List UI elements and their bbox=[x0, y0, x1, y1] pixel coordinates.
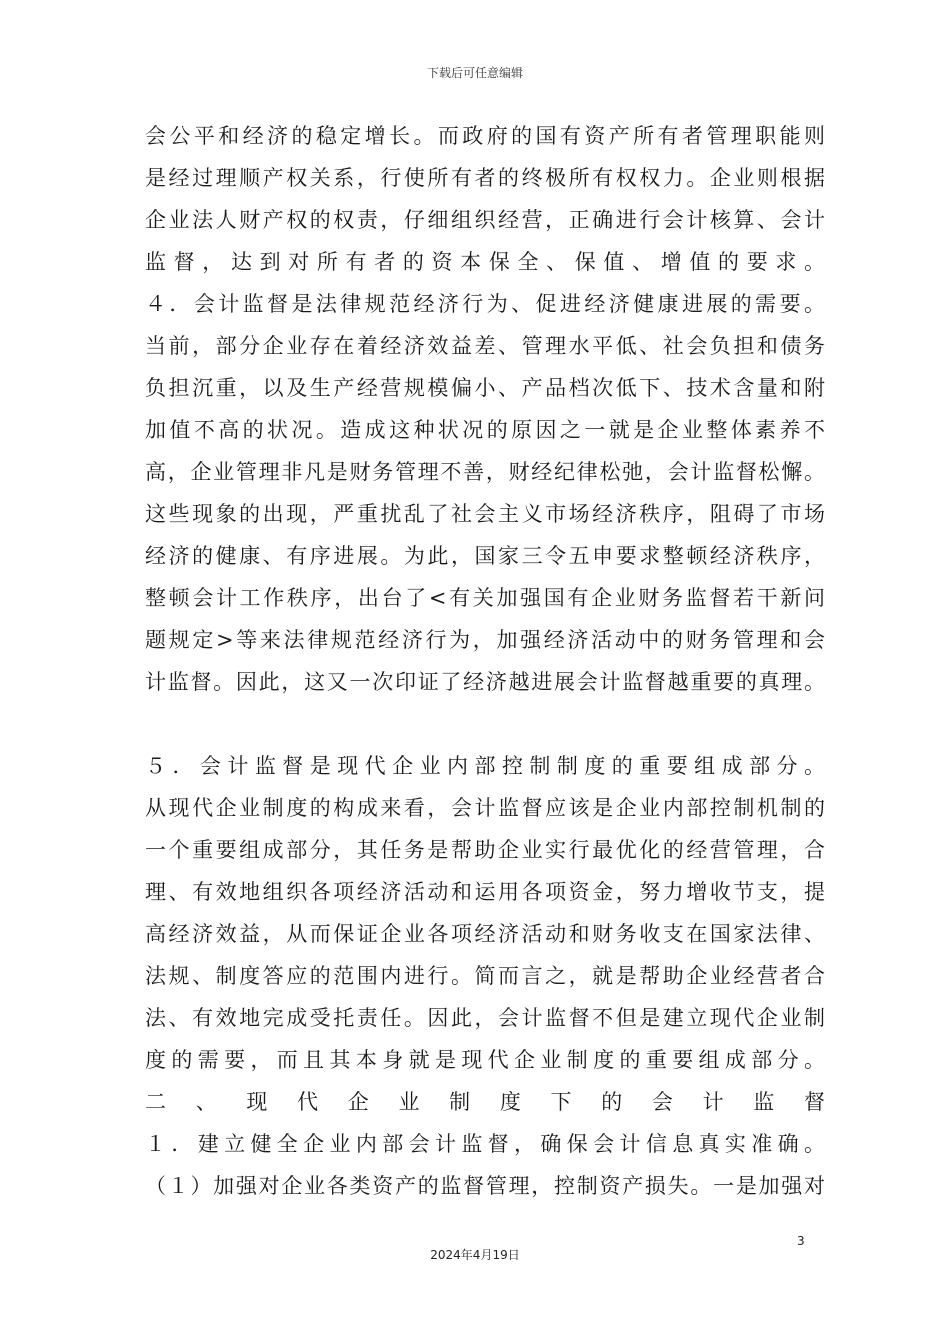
page-number: 3 bbox=[797, 1234, 805, 1248]
text-line: 题规定>等来法律规范经济行为，加强经济活动中的财务管理和会 bbox=[145, 628, 825, 652]
text-line: 经济的健康、有序进展。为此，国家三令五申要求整顿经济秩序， bbox=[145, 544, 825, 568]
text-line: 一个重要组成部分，其任务是帮助企业实行最优化的经营管理，合 bbox=[145, 838, 825, 862]
text-line: 从现代企业制度的构成来看，会计监督应该是企业内部控制机制的 bbox=[145, 796, 825, 820]
text-line: （１）加强对企业各类资产的监督管理，控制资产损失。一是加强对 bbox=[145, 1174, 825, 1198]
text-line: 加值不高的状况。造成这种状况的原因之一就是企业整体素养不 bbox=[145, 418, 825, 442]
text-line: 计监督。因此，这又一次印证了经济越进展会计监督越重要的真理。 bbox=[145, 670, 825, 694]
chapter-heading: 二、现代企业制度下的会计监督 bbox=[145, 1090, 825, 1114]
text-line: 这些现象的出现，严重扰乱了社会主义市场经济秩序，阻碍了市场 bbox=[145, 502, 825, 526]
text-line: 法规、制度答应的范围内进行。简而言之，就是帮助企业经营者合 bbox=[145, 964, 825, 988]
section-heading: ５．会计监督是现代企业内部控制制度的重要组成部分。 bbox=[145, 754, 825, 778]
text-line: 度的需要，而且其本身就是现代企业制度的重要组成部分。 bbox=[145, 1048, 825, 1072]
text-line: 负担沉重，以及生产经营规模偏小、产品档次低下、技术含量和附 bbox=[145, 376, 825, 400]
page-header: 下载后可任意编辑 bbox=[426, 66, 523, 80]
text-line: 高，企业管理非凡是财务管理不善，财经纪律松弛，会计监督松懈。 bbox=[145, 460, 825, 484]
text-line: 是经过理顺产权关系，行使所有者的终极所有权权力。企业则根据 bbox=[145, 166, 825, 190]
paragraph-gap bbox=[145, 703, 825, 745]
text-line: 企业法人财产权的权责，仔细组织经营，正确进行会计核算、会计 bbox=[145, 208, 825, 232]
text-line: 当前，部分企业存在着经济效益差、管理水平低、社会负担和债务 bbox=[145, 334, 825, 358]
document-body bbox=[145, 115, 825, 1207]
text-line: 高经济效益，从而保证企业各项经济活动和财务收支在国家法律、 bbox=[145, 922, 825, 946]
text-line: 法、有效地完成受托责任。因此，会计监督不但是建立现代企业制 bbox=[145, 1006, 825, 1030]
text-line: 理、有效地组织各项经济活动和运用各项资金，努力增收节支，提 bbox=[145, 880, 825, 904]
text-line: 监督，达到对所有者的资本保全、保值、增值的要求。 bbox=[145, 250, 825, 274]
section-heading: ４．会计监督是法律规范经济行为、促进经济健康进展的需要。 bbox=[145, 292, 825, 316]
section-heading: １．建立健全企业内部会计监督，确保会计信息真实准确。 bbox=[145, 1132, 825, 1156]
footer-date: 2024年4月19日 bbox=[430, 1248, 520, 1262]
text-line: 会公平和经济的稳定增长。而政府的国有资产所有者管理职能则 bbox=[145, 124, 825, 148]
text-line: 整顿会计工作秩序，出台了<有关加强国有企业财务监督若干新问 bbox=[145, 586, 825, 610]
